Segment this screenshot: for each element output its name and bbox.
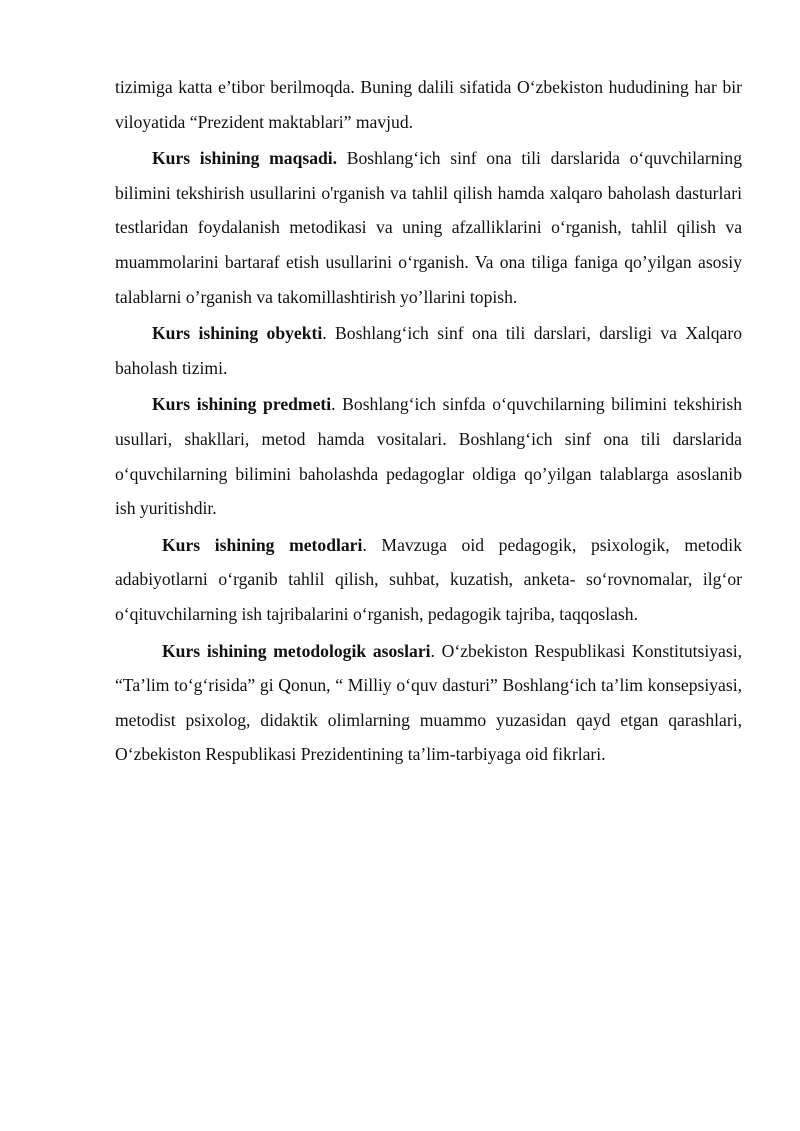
paragraph-text: Boshlang‘ich sinf ona tili darslarida o‘quvchilarning bilimini tekshirish usullarini o'rganish va tahlil qilish hamda xalqaro baholash dasturlari testlaridan foydalanish metodikasi va uning afzalliklarini o‘rganish, tahlil qilish va muammolarini bartaraf etish usullarini o‘rganish. Va ona tiliga faniga qo’yilgan asosiy talablarni o’rganish va takomillashtirish yo’llarini topish. — [115, 148, 742, 307]
paragraph-text: . Boshlang‘ich sinfda o‘quvchilarning bilimini tekshirish usullari, shakllari, metod hamda vositalari. Boshlang‘ich sinf ona tili darslarida o‘quvchilarning bilimini baholashda pedagoglar oldiga qo’yilgan talablarga asoslanib ish yuritishdir. — [115, 394, 743, 519]
document-page — [115, 70, 742, 772]
paragraph-intro — [115, 70, 742, 139]
paragraph-object — [115, 314, 742, 385]
paragraph-goal — [115, 139, 742, 314]
paragraph-subject — [115, 385, 742, 525]
paragraph-heading: Kurs ishining maqsadi. — [152, 148, 338, 169]
paragraph-methods — [115, 526, 742, 632]
paragraph-text: . Mavzuga oid pedagogik, psixologik, metodik adabiyotlarni o‘rganib tahlil qilish, suhbat, kuzatish, anketa- so‘rovnomalar, ilg‘or o‘qituvchilarning ish tajribalarini o‘rganish, pedagogik tajriba, taqqoslash. — [115, 534, 742, 624]
paragraph-heading: Kurs ishining metodlari — [162, 534, 363, 555]
paragraph-heading: Kurs ishining obyekti — [152, 323, 323, 344]
paragraph-heading: Kurs ishining predmeti — [152, 394, 332, 415]
paragraph-text: . Boshlang‘ich sinf ona tili darslari, darsligi va Xalqaro baholash tizimi. — [115, 323, 743, 378]
paragraph-text: . O‘zbekiston Respublikasi Konstitutsiyasi, “Ta’lim to‘g‘risida” gi Qonun, “ Milliy o‘quv dasturi” Boshlang‘ich ta’lim konsepsiyasi, metodist psixolog, didaktik olimlarning muammo yuzasidan qayd etgan qarashlari, O‘zbekiston Respublikasi Prezidentining ta’lim-tarbiyaga oid fikrlari. — [115, 640, 742, 765]
paragraph-methodology — [115, 632, 742, 772]
paragraph-text: tizimiga katta e’tibor berilmoqda. Buning dalili sifatida O‘zbekiston hududining har bir viloyatida “Prezident maktablari” mavjud. — [115, 77, 742, 132]
paragraph-heading: Kurs ishining metodologik asoslari — [162, 640, 431, 661]
